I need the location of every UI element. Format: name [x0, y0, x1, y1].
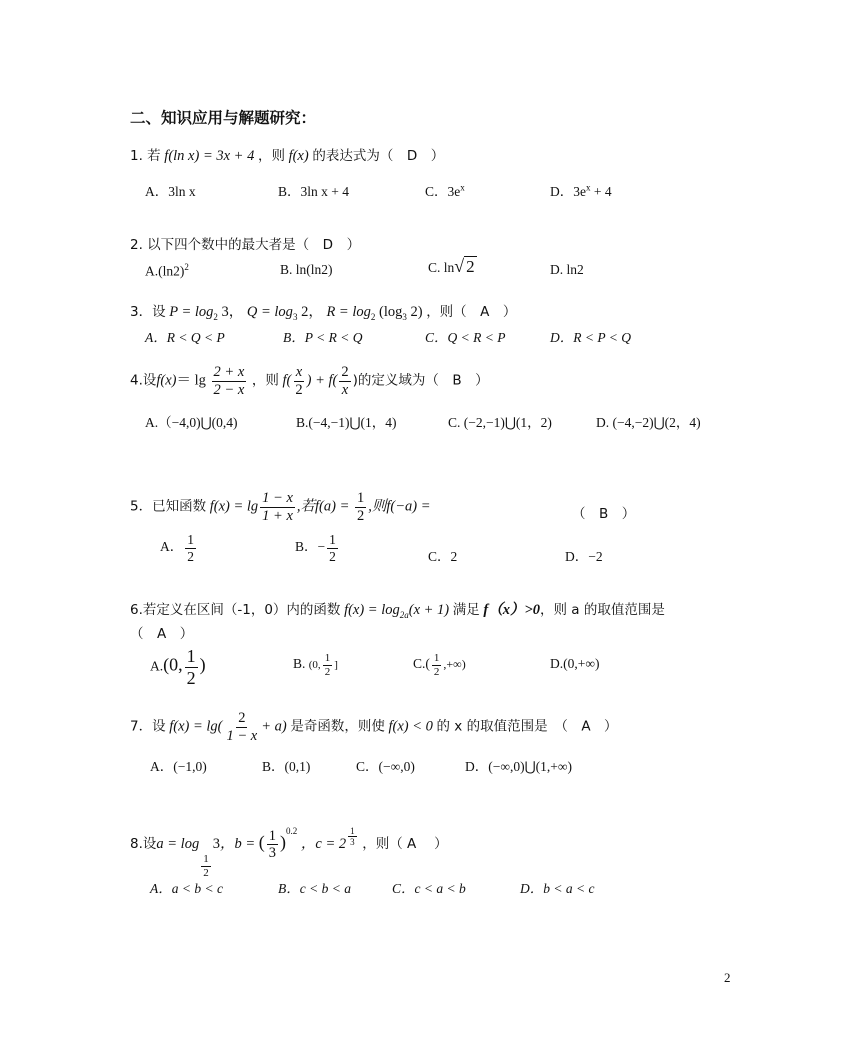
q2-option-c: [428, 256, 477, 277]
q4-f1-frac: [293, 364, 304, 398]
q6-option-a-label: A.: [150, 658, 164, 674]
q3-answer: ，则（ A ）: [426, 304, 517, 320]
q4-f2-den: x: [341, 381, 349, 398]
q7-cond: f(x) < 0: [388, 718, 433, 735]
q5-cond-num: 1: [357, 490, 365, 506]
q5-prefix: 5．已知函数: [130, 498, 207, 515]
q1-option-d-exp: x: [586, 182, 591, 193]
q2-option-c-text: C. ln: [428, 260, 455, 275]
q1-option-d-text: D．3e: [550, 184, 586, 199]
q3-option-c: C．Q < R < P: [425, 330, 506, 345]
q5-answer: （ B ）: [572, 506, 636, 522]
q6-d-val: (0,+∞): [563, 656, 600, 671]
q6-option-b-label: B.: [293, 656, 306, 672]
q8-a-arg: 3: [212, 836, 220, 852]
q4-fx: f(x): [156, 372, 177, 389]
q6-option-d: [550, 656, 599, 672]
q4-den: 2 − x: [213, 381, 245, 398]
q7-fx: f(x) = lg(: [169, 718, 223, 735]
q5-cond-den: 2: [357, 507, 365, 524]
q4-f1-den: 2: [295, 381, 303, 398]
q5-b-den: 2: [329, 548, 336, 564]
q3-r-arg2: 2): [410, 304, 423, 320]
question-7-stem: [130, 710, 618, 744]
q5-option-b-label: B．−: [295, 539, 326, 555]
q3-p-arg: 3: [221, 304, 229, 320]
q8-b-exp: 0.2: [286, 826, 298, 836]
q6-a-den: 2: [186, 667, 196, 688]
question-2-stem: 2. 以下四个数中的最大者是（ D ）: [130, 237, 361, 253]
q8-c-exp: [348, 826, 357, 848]
section-heading: 二、知识应用与解题研究：: [130, 109, 317, 127]
q4-fraction: [212, 364, 247, 398]
q8-option-b: B．c < b < a: [278, 881, 351, 896]
q2-option-b: B. ln(ln2): [280, 262, 333, 277]
q6-mid: 满足: [452, 602, 480, 618]
page-number: 2: [724, 970, 731, 985]
q2-option-a-text: A.(ln2): [145, 263, 185, 279]
q8-b-num: 1: [268, 827, 277, 844]
q6-fx: f(x) = log: [344, 602, 400, 618]
q5-option-a-label: A．: [160, 539, 184, 555]
q8-a-base-num: 1: [203, 853, 209, 865]
q3-q-arg: 2: [301, 304, 309, 320]
q4-option-d: D. (−4,−2)⋃(2，4): [596, 415, 701, 430]
q6-prefix: 6.若定义在区间（-1，0）内的函数: [130, 602, 341, 618]
q7-prefix: 7．设: [130, 718, 166, 735]
q1-option-c-text: C．3e: [425, 184, 461, 199]
q5-fraction: [260, 490, 295, 524]
question-5-stem: [130, 490, 431, 524]
q3-option-d: D．R < P < Q: [550, 330, 631, 345]
q3-p: P = log: [169, 304, 214, 320]
q8-b: ，b =: [219, 836, 256, 852]
q2-option-a: [145, 262, 189, 280]
q6-option-a: [150, 646, 206, 688]
q6-b-open: (0,: [308, 659, 321, 672]
q5-option-c: C．2: [428, 549, 458, 564]
q5-ask: ,则f(−a) =: [368, 498, 431, 515]
q1-formula: f(ln x) = 3x + 4: [164, 148, 255, 164]
q6-option-c-label: C.: [413, 656, 426, 672]
q6-arg: (x + 1): [408, 602, 450, 618]
q7-plus-a: + a): [261, 718, 287, 735]
q3-r: R = log: [326, 304, 371, 320]
q8-a-base: [201, 853, 211, 879]
q1-option-b: B．3ln x + 4: [278, 184, 349, 199]
q7-option-d: D．(−∞,0)⋃(1,+∞): [465, 759, 573, 774]
q6-b-frac: [323, 652, 333, 678]
q4-mid: ，则: [251, 372, 279, 389]
q8-b-lparen: (: [258, 832, 265, 852]
q6-a-num: 1: [186, 646, 196, 666]
q5-den: 1 + x: [262, 507, 293, 524]
q6-c-open: (: [425, 656, 430, 672]
q7-option-c: C．(−∞,0): [356, 759, 415, 774]
q4-f1: f(: [282, 372, 292, 389]
q7-den: 1 − x: [226, 727, 258, 744]
q8-answer: ，则（ A ）: [362, 836, 448, 852]
question-3-stem: 3．设 $P = \log_2 3$， $Q = \log_3 2$， $R = \log_2 (\log_3$ 2) ，则（ A ）: [130, 304, 517, 322]
q3-q-base: 3: [292, 311, 298, 322]
question-6-stem: [130, 598, 665, 620]
q4-option-b: B.(−4,−1)⋃(1，4): [296, 415, 397, 430]
q6-c-num: 1: [433, 652, 440, 664]
q4-option-a: A.（−4,0)⋃(0,4): [145, 415, 238, 430]
q6-option-d-label: D.: [550, 656, 564, 671]
q4-f2-frac: [339, 364, 350, 398]
q5-b-num: 1: [329, 532, 336, 547]
q5-a-den: 2: [187, 548, 194, 564]
q4-plus: ) + f(: [306, 372, 338, 389]
q8-option-c: C．c < a < b: [392, 881, 466, 896]
q1-answer: 的表达式为（ D ）: [312, 148, 445, 164]
q8-option-d: D．b < a < c: [520, 881, 595, 896]
q6-option-c: [413, 652, 466, 678]
q1-prefix: 1. 若: [130, 148, 161, 164]
q4-answer: )的定义域为（ B ）: [352, 372, 489, 389]
q7-fraction: [224, 710, 259, 744]
q6-base: 2a: [399, 609, 409, 620]
q8-b-rparen: ): [280, 832, 287, 852]
q6-c-den: 2: [433, 665, 440, 678]
q4-eq: ＝ lg: [176, 372, 206, 389]
q6-post: ，则 a 的取值范围是: [539, 602, 665, 618]
q8-c-exp-num: 1: [350, 826, 355, 836]
q5-fx: f(x) = lg: [209, 498, 259, 515]
q6-b-num: 1: [324, 652, 331, 664]
q3-option-a: A．R < Q < P: [145, 330, 225, 345]
q1-option-c: [425, 180, 465, 200]
q5-cond-frac: [355, 490, 366, 524]
q2-option-a-exp: 2: [184, 262, 189, 272]
q1-option-d: D．$3e^x + 4$: [550, 182, 612, 199]
q3-r-base: 2: [370, 311, 376, 322]
q8-c-exp-den: 3: [350, 837, 355, 848]
q6-b-den: 2: [324, 665, 331, 678]
q4-prefix: 4.设: [130, 372, 157, 389]
q5-option-b: [295, 532, 340, 564]
question-8-stem: [130, 826, 448, 879]
q2-option-d: D. ln2: [550, 262, 584, 277]
q6-cond: f（x）>0: [483, 602, 540, 618]
q7-option-b: B．(0,1): [262, 759, 311, 774]
q5-cond: ,若f(a) =: [296, 498, 350, 515]
q1-fx: f(x): [288, 148, 309, 164]
question-4-stem: [130, 364, 489, 398]
q4-f2-num: 2: [341, 364, 349, 380]
q8-a: a = log: [156, 836, 200, 852]
q2-option-c-radicand: 2: [466, 257, 475, 276]
q6-c-frac: [432, 652, 442, 678]
q5-option-a-frac: [185, 532, 196, 564]
q6-a-close: ): [199, 654, 206, 675]
q8-c: ，c = 2: [300, 836, 347, 852]
q7-num: 2: [238, 710, 246, 726]
q6-a-open: (0,: [163, 654, 183, 675]
q8-option-a: A．a < b < c: [150, 881, 223, 896]
q7-post: 的 x 的取值范围是 （ A ）: [436, 718, 618, 735]
q8-a-base-den: 2: [203, 866, 209, 879]
q5-a-num: 1: [187, 532, 194, 547]
question-1-stem: [130, 144, 444, 165]
q3-option-b: B．P < R < Q: [283, 330, 363, 345]
q6-c-close: ,+∞): [443, 657, 466, 672]
q1-mid: ，则: [257, 148, 285, 164]
q5-num: 1 − x: [262, 490, 293, 506]
q5-option-b-frac: [327, 532, 338, 564]
sqrt-symbol: √ 2: [454, 256, 475, 276]
q8-b-den: 3: [268, 845, 277, 862]
q3-r-base2: 3: [402, 311, 407, 322]
q5-option-d: D．−2: [565, 549, 603, 564]
q6-b-close: ]: [334, 659, 338, 672]
q6-a-frac: [185, 646, 198, 688]
q3-r-arg: (log: [378, 304, 403, 320]
q1-option-a: A．3ln x: [145, 184, 196, 199]
q3-q: Q = log: [246, 304, 293, 320]
q4-num: 2 + x: [213, 364, 245, 380]
q5-option-a: [160, 532, 198, 564]
q6-answer: （ A ）: [130, 626, 194, 642]
q4-option-c: C. (−2,−1)⋃(1，2): [448, 415, 552, 430]
q3-prefix: 3．设: [130, 304, 166, 320]
q7-option-a: A．(−1,0): [150, 759, 207, 774]
q3-p-base: 2: [213, 311, 218, 322]
q8-b-frac: [267, 828, 278, 862]
q1-option-c-exp: x: [460, 182, 465, 193]
q8-prefix: 8.设: [130, 836, 157, 852]
q7-mid: 是奇函数，则使: [290, 718, 385, 735]
q6-option-b: [293, 652, 338, 678]
q4-f1-num: x: [295, 364, 303, 380]
